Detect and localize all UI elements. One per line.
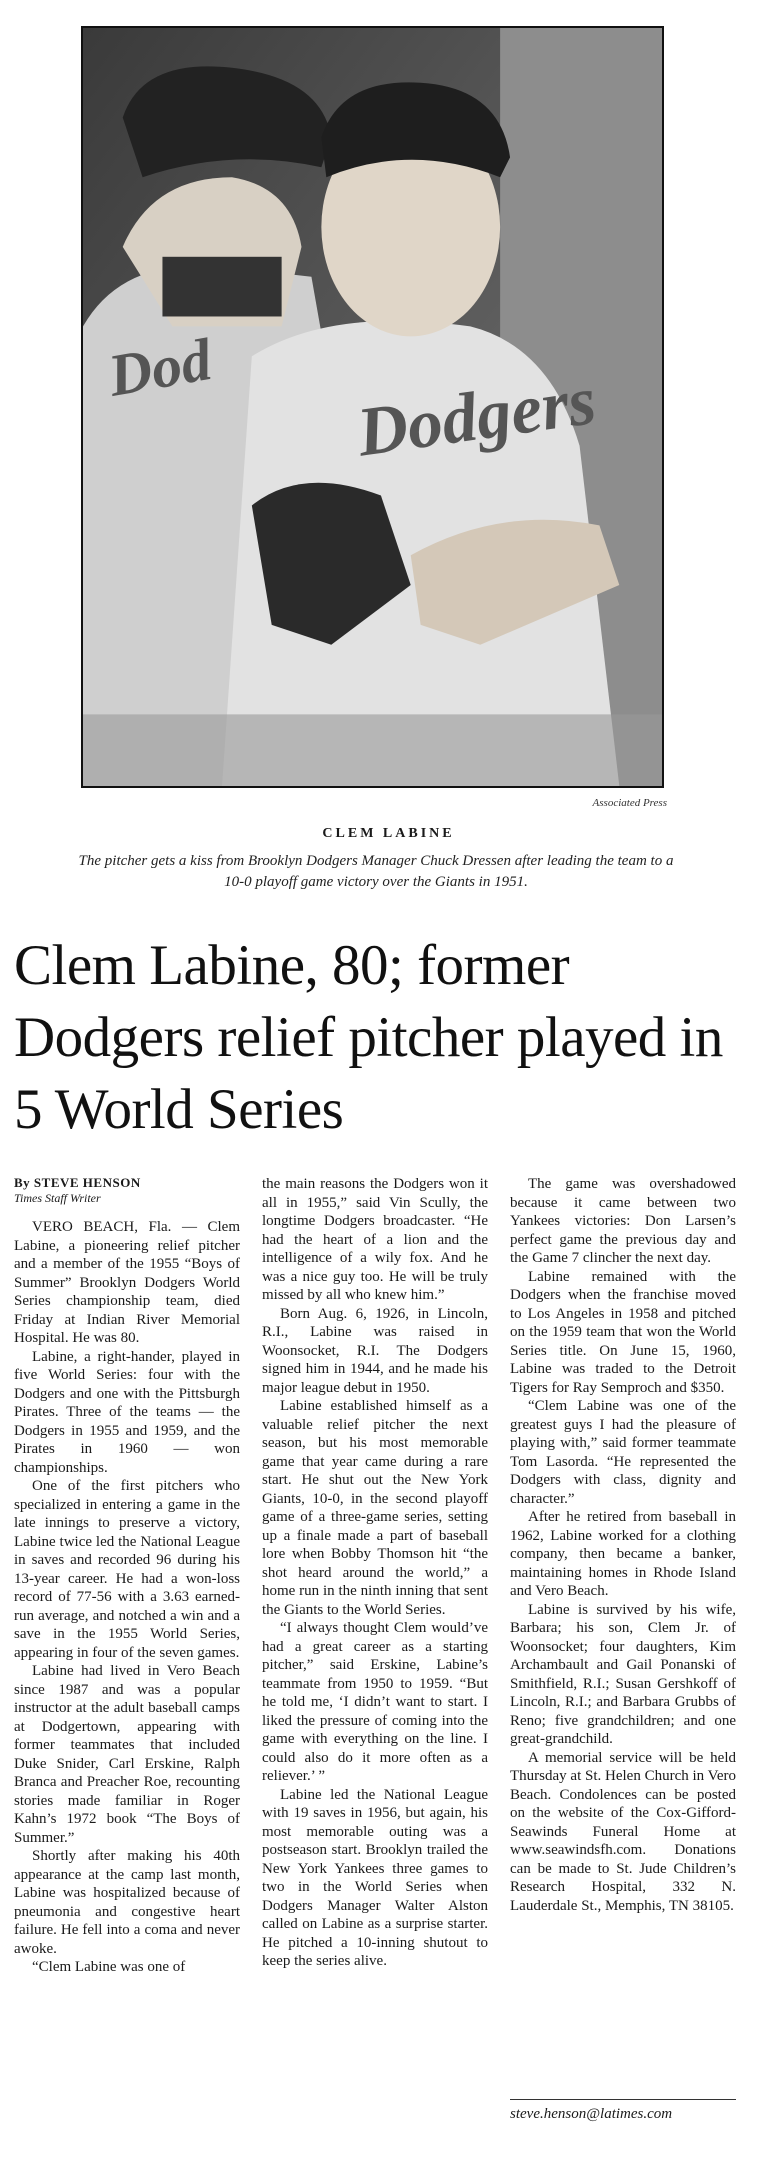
column-2 bbox=[262, 1175, 488, 1971]
article-body bbox=[14, 1175, 735, 2145]
photo-dodgers-kiss-icon bbox=[83, 28, 662, 786]
paragraph: Labine established himself as a valuable relief pitcher the next season, but his most memorable game that year came during a rare start. He shut out the New York Giants, 10-0, in the second playoff game of a three-game series, setting up a finale made a part of baseball lore when Bobby Thomson hit “the shot heard around the world,” a home run in the ninth inning that sent the Giants to the World Series. bbox=[262, 1398, 488, 1618]
svg-text:Dod: Dod bbox=[103, 325, 217, 409]
paragraph: “Clem Labine was one of the greatest guys I had the pleasure of playing with,” said former teammate Tom Lasorda. “He represented the Dodgers with class, dignity and character.” bbox=[510, 1398, 736, 1507]
column-3 bbox=[510, 1175, 736, 1915]
paragraph: “Clem Labine was one of bbox=[32, 1959, 186, 1975]
paragraph: After he retired from baseball in 1962, Labine worked for a clothing company, then became a banker, maintaining homes in Rhode Island and Vero Beach. bbox=[510, 1509, 736, 1599]
paragraph: One of the first pitchers who specialized in entering a game in the late innings to preserve a victory, Labine twice led the National League in saves and recorded 96 during his 13-year career. He had a won-loss record of 77-56 with a 3.63 earned-run average, and notched a win and a save in the 1955 World Series, appearing in four of the seven games. bbox=[14, 1478, 240, 1661]
paragraph: Labine remained with the Dodgers when the franchise moved to Los Angeles in 1958 and pitched on the 1959 team that won the World Series title. On June 15, 1960, Labine was traded to the Detroit Tigers for Ray Semproch and $350. bbox=[510, 1268, 736, 1396]
paragraph: Labine is survived by his wife, Barbara; his son, Clem Jr. of Woonsocket; four daughters, Kim Archambault and Gail Ponanski of Smithfield, R.I.; Susan Gershkoff of Lincoln, R.I.; and Barbara Grubbs of Reno; five grandchildren; and one great-grandchild. bbox=[510, 1601, 736, 1747]
paragraph: VERO BEACH, Fla. — Clem Labine, a pioneering relief pitcher and a member of the 1955 “Boys of Summer” Brooklyn Dodgers World Series championship team, died Friday at Indian River Memorial Hospital. He was 80. bbox=[14, 1219, 240, 1346]
article-photo bbox=[81, 26, 664, 788]
paragraph: the main reasons the Dodgers won it all in 1955,” said Vin Scully, the longtime Dodgers broadcaster. “He had the heart of a lion and the intelligence of a wily fox. And he was a nice guy too. He will be truly missed by all who knew him.” bbox=[262, 1176, 488, 1303]
byline-author: By STEVE HENSON bbox=[14, 1175, 141, 1190]
column-1 bbox=[14, 1175, 240, 1977]
photo-credit: Associated Press bbox=[592, 797, 667, 809]
paragraph: Labine led the National League with 19 saves in 1956, but again, his most memorable outing was a postseason start. Brooklyn trailed the New York Yankees three games to two in the World Series when Dodgers Manager Walter Alston called on Labine as a surprise starter. He pitched a 10-inning shutout to keep the series alive. bbox=[262, 1786, 488, 1969]
paragraph: Labine, a right-hander, played in five World Series: four with the Dodgers and one with the Pittsburgh Pirates. Three of the teams — the Dodgers in 1955 and 1959, and the Pirates in 1960 — won championships. bbox=[14, 1348, 240, 1476]
headline: Clem Labine, 80; former Dodgers relief pitcher played in 5 World Series bbox=[14, 934, 723, 1141]
paragraph: Born Aug. 6, 1926, in Lincoln, R.I., Labine was raised in Woonsocket, R.I. The Dodgers signed him in 1944, and he made his major league debut in 1950. bbox=[262, 1305, 488, 1396]
paragraph: A memorial service will be held Thursday at St. Helen Church in Vero Beach. Condolences can be posted on the website of the Cox-Gifford-Seawinds Funeral Home at www.seawindsfh.com. Donations can be made to St. Jude Children’s Research Hospital, 332 N. Lauderdale St., Memphis, TN 38105. bbox=[510, 1749, 736, 1914]
svg-text:Dodgers: Dodgers bbox=[352, 361, 601, 472]
paragraph: Labine had lived in Vero Beach since 1987 and was a popular instructor at the adult baseball camps at Dodgertown, appearing with former teammates that included Duke Snider, Carl Erskine, Ralph Branca and Preacher Roe, recounting stories made familiar in Roger Kahn’s 1972 book “The Boys of Summer.” bbox=[14, 1663, 240, 1846]
author-email[interactable]: steve.henson@latimes.com bbox=[510, 2099, 736, 2123]
paragraph: Shortly after making his 40th appearance at the camp last month, Labine was hospitalized because of pneumonia and congestive heart failure. He fell into a coma and never awoke. bbox=[14, 1848, 240, 1957]
byline-role: Times Staff Writer bbox=[14, 1191, 101, 1205]
caption-title: CLEM LABINE bbox=[322, 826, 455, 841]
caption-text: The pitcher gets a kiss from Brooklyn Dodgers Manager Chuck Dressen after leading the team to a 10-0 playoff game victory over the Giants in 1951. bbox=[78, 853, 674, 890]
paragraph: “I always thought Clem would’ve had a great career as a starting pitcher,” said Erskine, Labine’s teammate from 1950 to 1959. “But he told me, ‘I didn’t want to start. I liked the pressure of coming into the game with everything on the line. I could also do it more often as a reliever.’ ” bbox=[262, 1620, 488, 1784]
paragraph: The game was overshadowed because it came between two Yankees victories: Don Larsen’s perfect game the previous day and the Game 7 clincher the next day. bbox=[510, 1176, 736, 1266]
